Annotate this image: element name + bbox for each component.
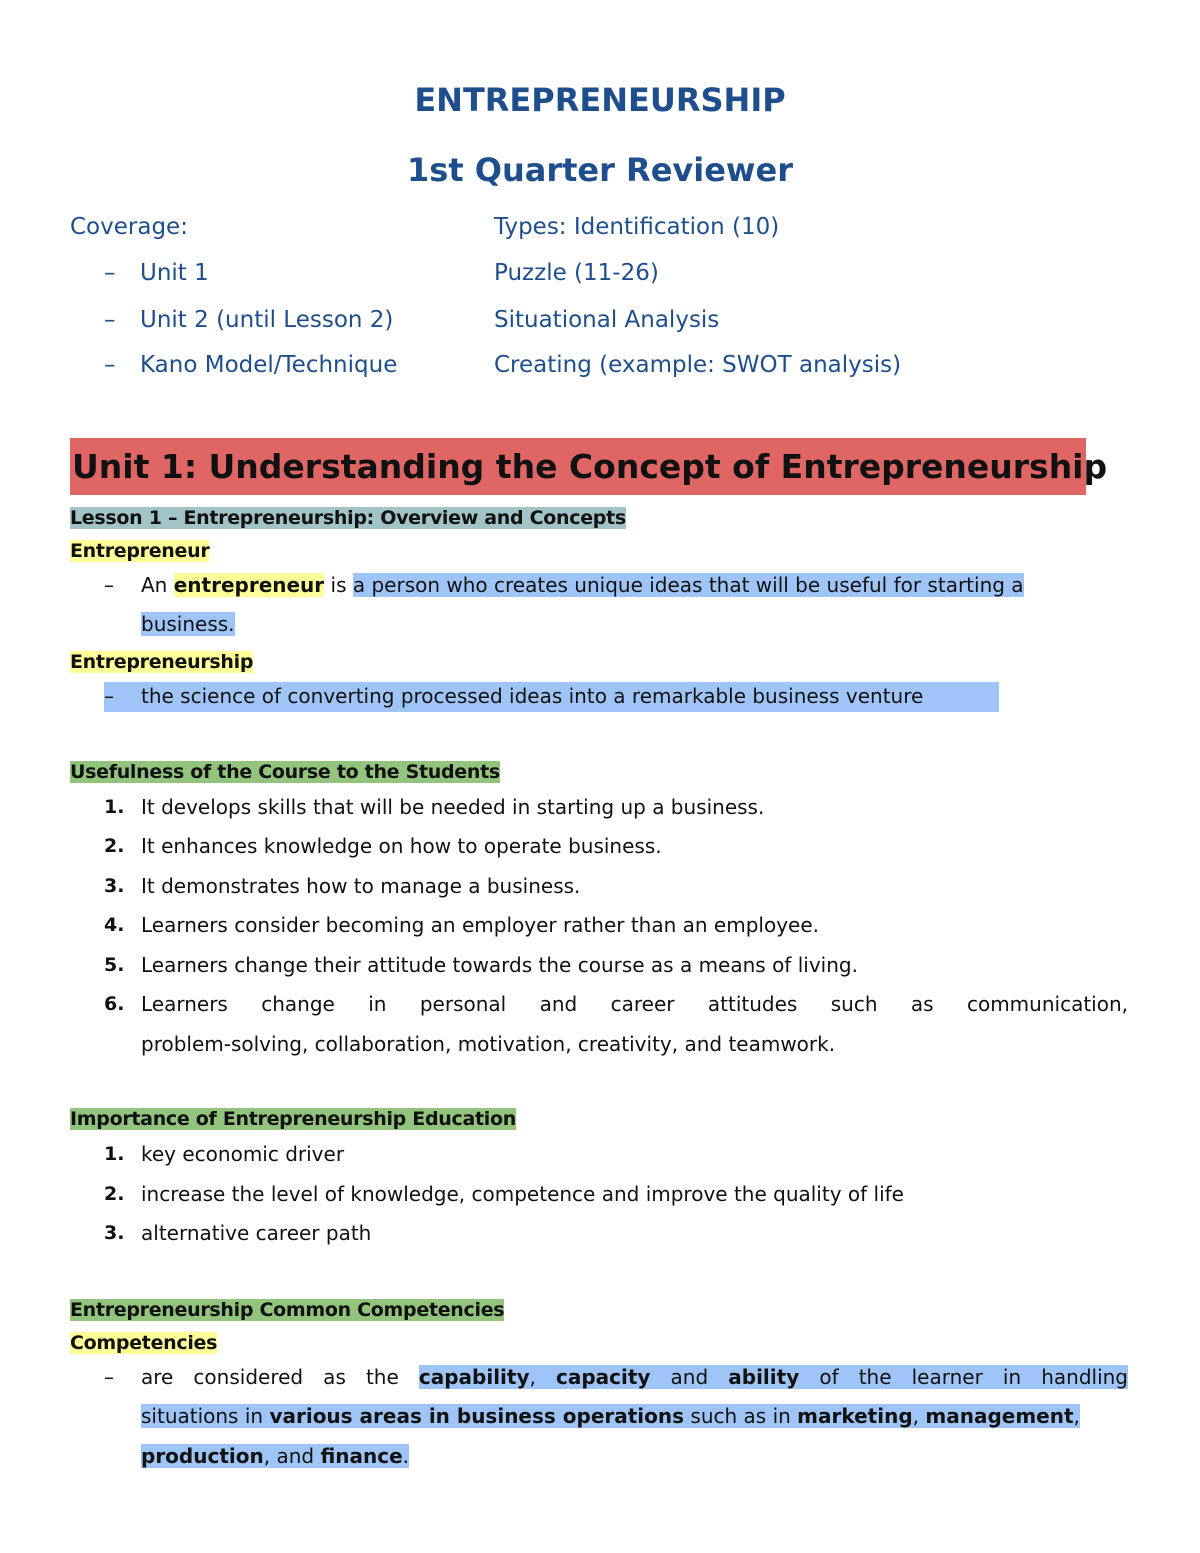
definition-line: [141, 1402, 1080, 1430]
list-number: 6.: [104, 993, 125, 1015]
types-item: Situational Analysis: [494, 307, 720, 333]
document-title: ENTREPRENEURSHIP: [414, 81, 786, 119]
list-number: 1.: [104, 796, 125, 818]
definition-text: a person who creates unique ideas that will be useful for starting a: [352, 573, 1024, 597]
lesson-heading: [70, 506, 626, 531]
list-number: 4.: [104, 914, 125, 936]
text-segment: such as in: [684, 1404, 798, 1428]
list-number: 2.: [104, 835, 125, 857]
key-term: capability: [418, 1365, 530, 1389]
list-item: alternative career path: [141, 1221, 372, 1245]
definition-line: [141, 610, 235, 638]
list-item: It demonstrates how to manage a business.: [141, 874, 581, 898]
key-term: entrepreneur: [173, 573, 325, 597]
term-label-text: Competencies: [70, 1332, 218, 1354]
list-item-continuation: problem-solving, collaboration, motivation, creativity, and teamwork.: [141, 1032, 836, 1056]
list-number: 3.: [104, 1222, 125, 1244]
text-segment: are considered as the: [141, 1365, 419, 1389]
types-label: Types: Identification (10): [494, 214, 780, 240]
key-term: ability: [728, 1365, 800, 1389]
list-item: increase the level of knowledge, competence and improve the quality of life: [141, 1182, 904, 1206]
types-item: Puzzle (11-26): [494, 260, 659, 286]
dash-marker: –: [104, 1365, 114, 1389]
list-item: key economic driver: [141, 1142, 345, 1166]
text-segment: ,: [912, 1404, 926, 1428]
text-segment: situations in: [141, 1404, 270, 1428]
coverage-item-text: Unit 1: [140, 260, 209, 286]
section-heading-text: Entrepreneurship Common Competencies: [70, 1299, 505, 1321]
term-label-text: Entrepreneurship: [70, 651, 254, 673]
list-item: It develops skills that will be needed in starting up a business.: [141, 795, 765, 819]
list-item: Learners consider becoming an employer rather than an employee.: [141, 913, 820, 937]
definition-line: [141, 1363, 1128, 1391]
text-segment: is: [324, 573, 353, 597]
text-segment: , and: [263, 1444, 321, 1468]
dash-marker: –: [104, 307, 116, 333]
text-segment: ,: [529, 1365, 556, 1389]
dash-marker: –: [104, 260, 116, 286]
coverage-label: Coverage:: [70, 214, 188, 240]
text-segment: An: [141, 573, 174, 597]
term-label: [70, 539, 209, 564]
text-segment: .: [402, 1444, 410, 1468]
list-item: Learners change their attitude towards the course as a means of living.: [141, 953, 858, 977]
list-number: 2.: [104, 1183, 125, 1205]
section-heading: [70, 760, 500, 785]
text-segment: and: [650, 1365, 729, 1389]
definition-line: [141, 1442, 409, 1470]
definition-line: [104, 682, 999, 712]
section-heading-text: Importance of Entrepreneurship Education: [70, 1108, 516, 1130]
section-heading: [70, 1107, 516, 1132]
coverage-item: [104, 350, 484, 380]
section-heading-text: Usefulness of the Course to the Students: [70, 761, 500, 783]
list-item: It enhances knowledge on how to operate business.: [141, 834, 662, 858]
term-label-text: Entrepreneur: [70, 540, 210, 562]
dash-marker: –: [104, 573, 114, 597]
text-segment: of the learner in handling: [799, 1365, 1128, 1389]
definition-text: business.: [141, 612, 235, 636]
definition-text: the science of converting processed ideas into a remarkable business venture: [141, 684, 924, 708]
definition-line: [141, 571, 1024, 599]
dash-marker: –: [104, 684, 114, 708]
list-number: 3.: [104, 875, 125, 897]
coverage-item-text: Unit 2 (until Lesson 2): [140, 307, 394, 333]
term-label: [70, 650, 253, 675]
list-number: 5.: [104, 954, 125, 976]
coverage-item: [104, 258, 484, 288]
coverage-item: [104, 305, 484, 335]
key-term: production: [141, 1444, 264, 1468]
key-term: marketing: [797, 1404, 913, 1428]
list-number: 1.: [104, 1143, 125, 1165]
coverage-item-text: Kano Model/Technique: [140, 352, 398, 378]
dash-marker: –: [104, 352, 116, 378]
term-label: [70, 1331, 217, 1356]
text-segment: ,: [1073, 1404, 1080, 1428]
list-item: Learners change in personal and career attitudes such as communication,: [141, 992, 1128, 1016]
document-subtitle: 1st Quarter Reviewer: [407, 151, 793, 189]
key-term: capacity: [555, 1365, 651, 1389]
key-term: management: [925, 1404, 1074, 1428]
key-term: finance: [320, 1444, 403, 1468]
key-term: various areas in business operations: [269, 1404, 685, 1428]
types-item: Creating (example: SWOT analysis): [494, 352, 902, 378]
section-heading: [70, 1298, 504, 1323]
unit-heading: Unit 1: Understanding the Concept of Entrepreneurship: [70, 438, 1086, 495]
lesson-heading-text: Lesson 1 – Entrepreneurship: Overview and Concepts: [70, 507, 626, 529]
